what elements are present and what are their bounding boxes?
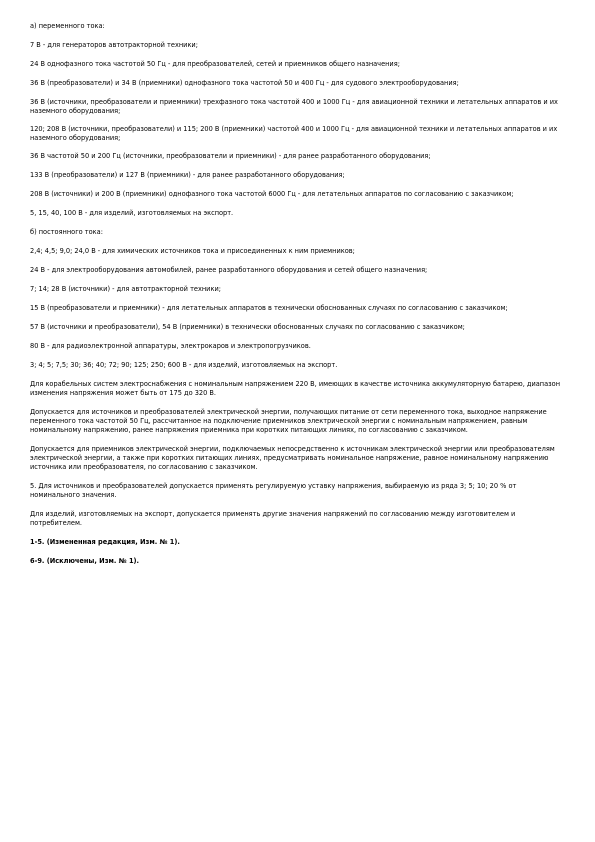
dc-item-24v: 24 В - для электрооборудования автомобилей, ранее разработанного оборудования и сетей общего назначения; <box>30 266 428 274</box>
amendment-6-9: 6-9. (Исключены, Изм. № 1). <box>30 557 140 565</box>
ac-item-133v: 133 В (преобразователи) и 127 В (приемники) - для ранее разработанного оборудования; <box>30 171 345 179</box>
note-sources-converters: Допускается для источников и преобразователей электрической энергии, получающих питание от сети переменного тока, выходное напряжение переменного тока частотой 50 Гц, рассчитанное на подключение приемников электрической энергии с номинальным напряжением, равным номинальному напряжению, ранее напряжения приемника при коротких питающих линиях, по согласованию с заказчиком. <box>30 408 547 434</box>
dc-item-7-14-28v: 7; 14; 28 В (источники) - для автотракторной техники; <box>30 285 221 293</box>
ac-item-36v-aviation: 36 В (источники, преобразователи и приемники) трехфазного тока частотой 400 и 1000 Гц - для авиационной техники и летательных аппаратов и их наземного оборудования; <box>30 98 558 115</box>
dc-item-80v: 80 В - для радиоэлектронной аппаратуры, электрокаров и электропогрузчиков. <box>30 342 311 350</box>
dc-item-15v: 15 В (преобразователи и приемники) - для летательных аппаратов в технически обоснованных случаях по согласованию с заказчиком; <box>30 304 508 312</box>
ac-item-36v-legacy: 36 В частотой 50 и 200 Гц (источники, преобразователи и приемники) - для ранее разработанного оборудования; <box>30 152 431 160</box>
document-page <box>30 22 566 576</box>
note-export: Для изделий, изготовляемых на экспорт, допускается применять другие значения напряжений по согласованию между изготовителем и потребителем. <box>30 510 516 527</box>
ac-item-120-208v: 120; 208 В (источники, преобразователи) и 115; 200 В (приемники) частотой 400 и 1000 Гц - для авиационной техники и летательных аппаратов и их наземного оборудования; <box>30 125 558 142</box>
amendment-1-5: 1-5. (Измененная редакция, Изм. № 1). <box>30 538 180 546</box>
note-receivers: Допускается для приемников электрической энергии, подключаемых непосредственно к источникам электрической энергии или преобразователям электрической энергии, а также при коротких питающих линиях, предусматривать номинальное напряжение, равное номинальному напряжению источника или преобразователя, по согласованию с заказчиком. <box>30 445 555 471</box>
ac-item-24v: 24 В однофазного тока частотой 50 Гц - для преобразователей, сетей и приемников общего назначения; <box>30 60 400 68</box>
section-b-heading: б) постоянного тока: <box>30 228 103 236</box>
ac-item-export: 5, 15, 40, 100 В - для изделий, изготовляемых на экспорт. <box>30 209 234 217</box>
note-ship-systems: Для корабельных систем электроснабжения с номинальным напряжением 220 В, имеющих в качестве источника аккумуляторную батарею, диапазон изменения напряжения может быть от 175 до 320 В. <box>30 380 561 397</box>
ac-item-208v-6000hz: 208 В (источники) и 200 В (приемники) однофазного тока частотой 6000 Гц - для летательных аппаратов по согласованию с заказчиком; <box>30 190 514 198</box>
section-a-heading: а) переменного тока: <box>30 22 105 30</box>
clause-5: 5. Для источников и преобразователей допускается применять регулируемую уставку напряжения, выбираемую из ряда 3; 5; 10; 20 % от номинального значения. <box>30 482 517 499</box>
ac-item-36v-ship: 36 В (преобразователи) и 34 В (приемники) однофазного тока частотой 50 и 400 Гц - для судового электрооборудования; <box>30 79 459 87</box>
dc-item-chemical: 2,4; 4,5; 9,0; 24,0 В - для химических источников тока и присоединенных к ним приемников; <box>30 247 355 255</box>
dc-item-export: 3; 4; 5; 7,5; 30; 36; 40; 72; 90; 125; 250; 600 В - для изделий, изготовляемых на экспорт. <box>30 361 338 369</box>
ac-item-7v: 7 В - для генераторов автотракторной техники; <box>30 41 198 49</box>
dc-item-57v: 57 В (источники и преобразователи), 54 В (приемники) в технически обоснованных случаях по согласованию с заказчиком; <box>30 323 465 331</box>
